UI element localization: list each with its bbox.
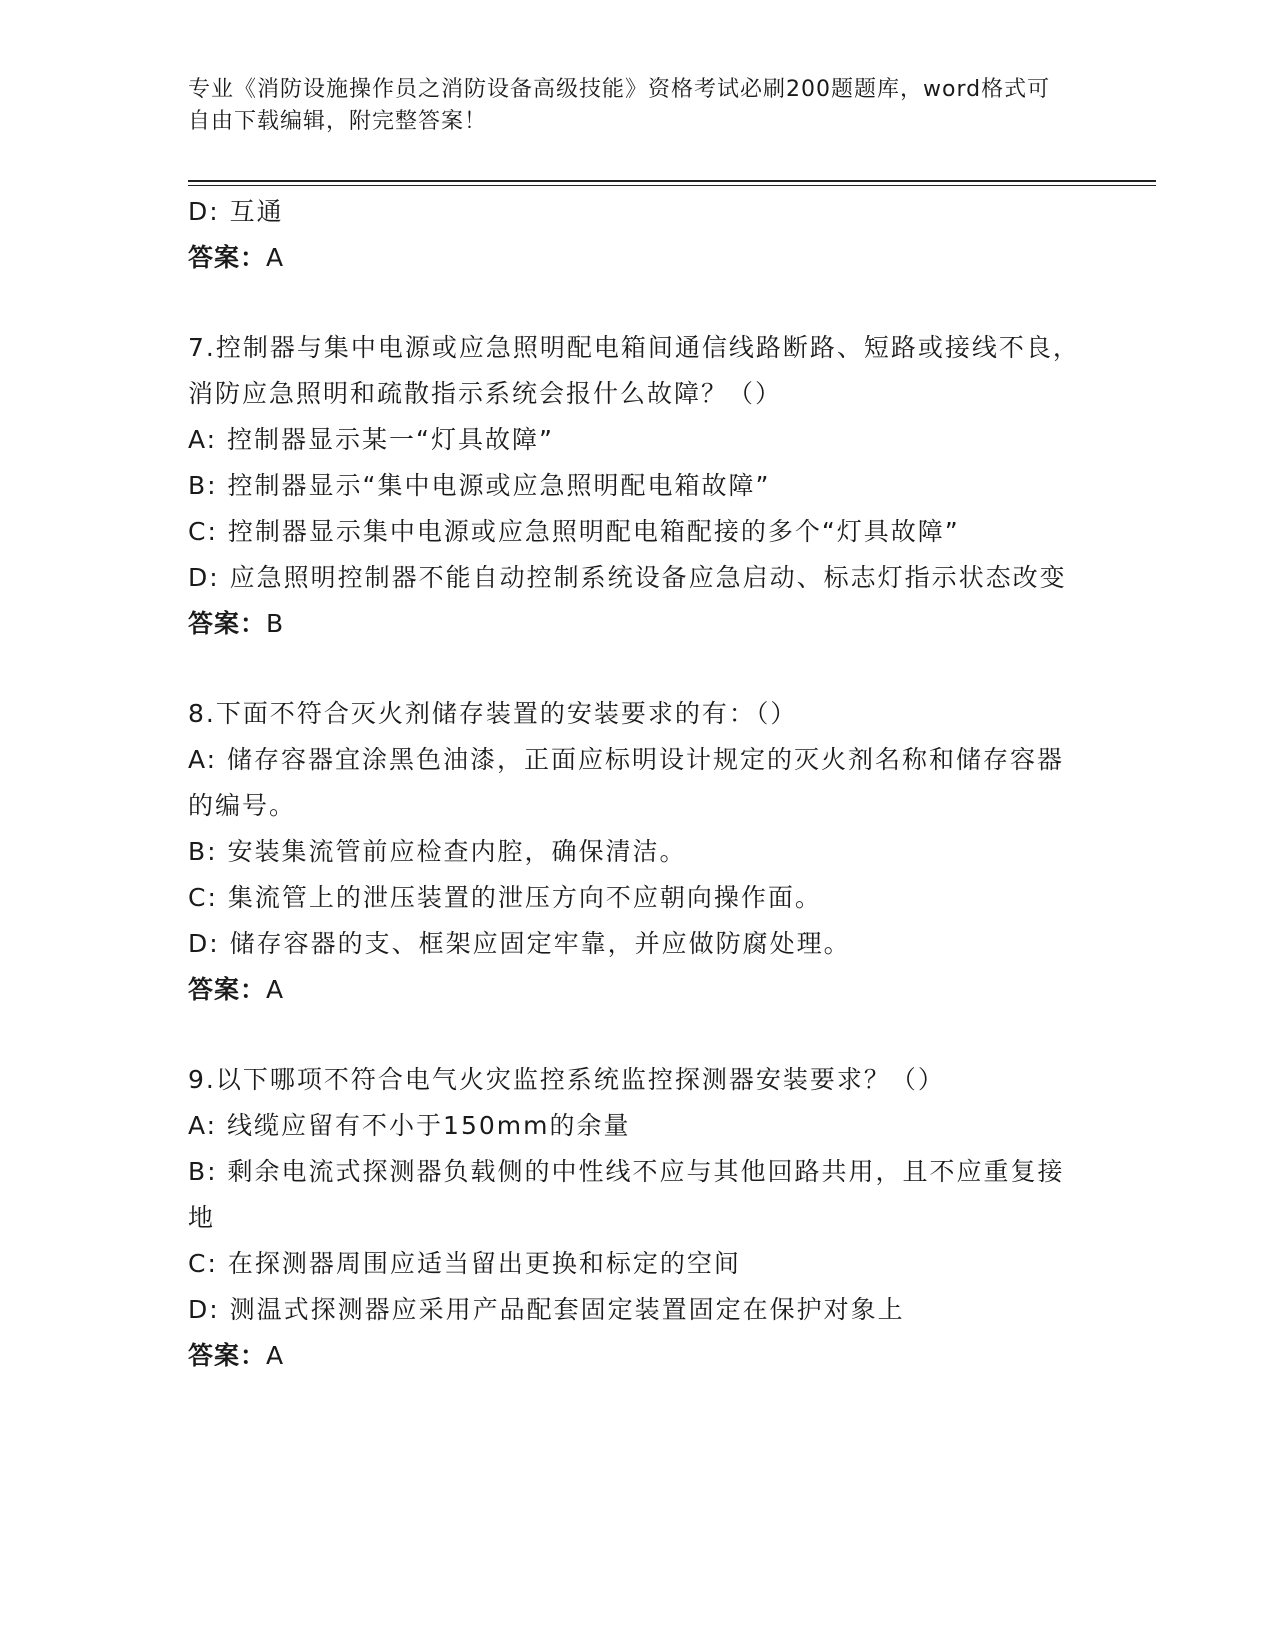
option-d: D: 储存容器的支、框架应固定牢靠，并应做防腐处理。 bbox=[188, 929, 851, 958]
option-c: C: 集流管上的泄压装置的泄压方向不应朝向操作面。 bbox=[188, 883, 822, 912]
answer-line bbox=[188, 601, 1088, 647]
option-d: D: 应急照明控制器不能自动控制系统设备应急启动、标志灯指示状态改变 bbox=[188, 563, 1067, 592]
question-stem: 8.下面不符合灭火剂储存装置的安装要求的有：（） bbox=[188, 699, 798, 728]
option-b: B: 控制器显示“集中电源或应急照明配电箱故障” bbox=[188, 471, 771, 500]
answer-label: 答案： bbox=[188, 1341, 267, 1370]
question-stem: 7.控制器与集中电源或应急照明配电箱间通信线路断路、短路或接线不良，消防应急照明和疏散指示系统会报什么故障？（） bbox=[188, 333, 1080, 408]
question-8 bbox=[188, 691, 1088, 1013]
option-c: C: 在探测器周围应适当留出更换和标定的空间 bbox=[188, 1249, 741, 1278]
option-c: C: 控制器显示集中电源或应急照明配电箱配接的多个“灯具故障” bbox=[188, 517, 960, 546]
continued-question bbox=[188, 189, 1088, 281]
option-a: A: 储存容器宜涂黑色油漆，正面应标明设计规定的灭火剂名称和储存容器的编号。 bbox=[188, 745, 1065, 820]
answer-line bbox=[188, 235, 1088, 281]
question-9 bbox=[188, 1057, 1088, 1379]
answer-label: 答案： bbox=[188, 975, 267, 1004]
option-d: D: 测温式探测器应采用产品配套固定装置固定在保护对象上 bbox=[188, 1295, 905, 1324]
answer-label: 答案： bbox=[188, 609, 267, 638]
option-b: B: 剩余电流式探测器负载侧的中性线不应与其他回路共用，且不应重复接地 bbox=[188, 1157, 1065, 1232]
header-rule-thick bbox=[188, 180, 1156, 182]
question-stem: 9.以下哪项不符合电气火灾监控系统监控探测器安装要求？（） bbox=[188, 1065, 945, 1094]
option-b: B: 安装集流管前应检查内腔，确保清洁。 bbox=[188, 837, 687, 866]
header-note: 专业《消防设施操作员之消防设备高级技能》资格考试必刷200题题库，word格式可自由下载编辑，附完整答案！ bbox=[188, 77, 1051, 134]
answer-label: 答案： bbox=[188, 243, 267, 272]
spacer bbox=[188, 1013, 1088, 1057]
header-rule-thin bbox=[188, 185, 1156, 186]
option-a: A: 控制器显示某一“灯具故障” bbox=[188, 425, 554, 454]
spacer bbox=[188, 647, 1088, 691]
answer-value: A bbox=[266, 1341, 285, 1370]
option-a: A: 线缆应留有不小于150mm的余量 bbox=[188, 1111, 631, 1140]
question-content bbox=[188, 189, 1088, 1379]
answer-line bbox=[188, 967, 1088, 1013]
answer-line bbox=[188, 1333, 1088, 1379]
question-7 bbox=[188, 325, 1088, 647]
answer-value: A bbox=[266, 975, 285, 1004]
answer-value: A bbox=[266, 243, 285, 272]
option-d: D: 互通 bbox=[188, 197, 284, 226]
answer-value: B bbox=[266, 609, 285, 638]
spacer bbox=[188, 281, 1088, 325]
